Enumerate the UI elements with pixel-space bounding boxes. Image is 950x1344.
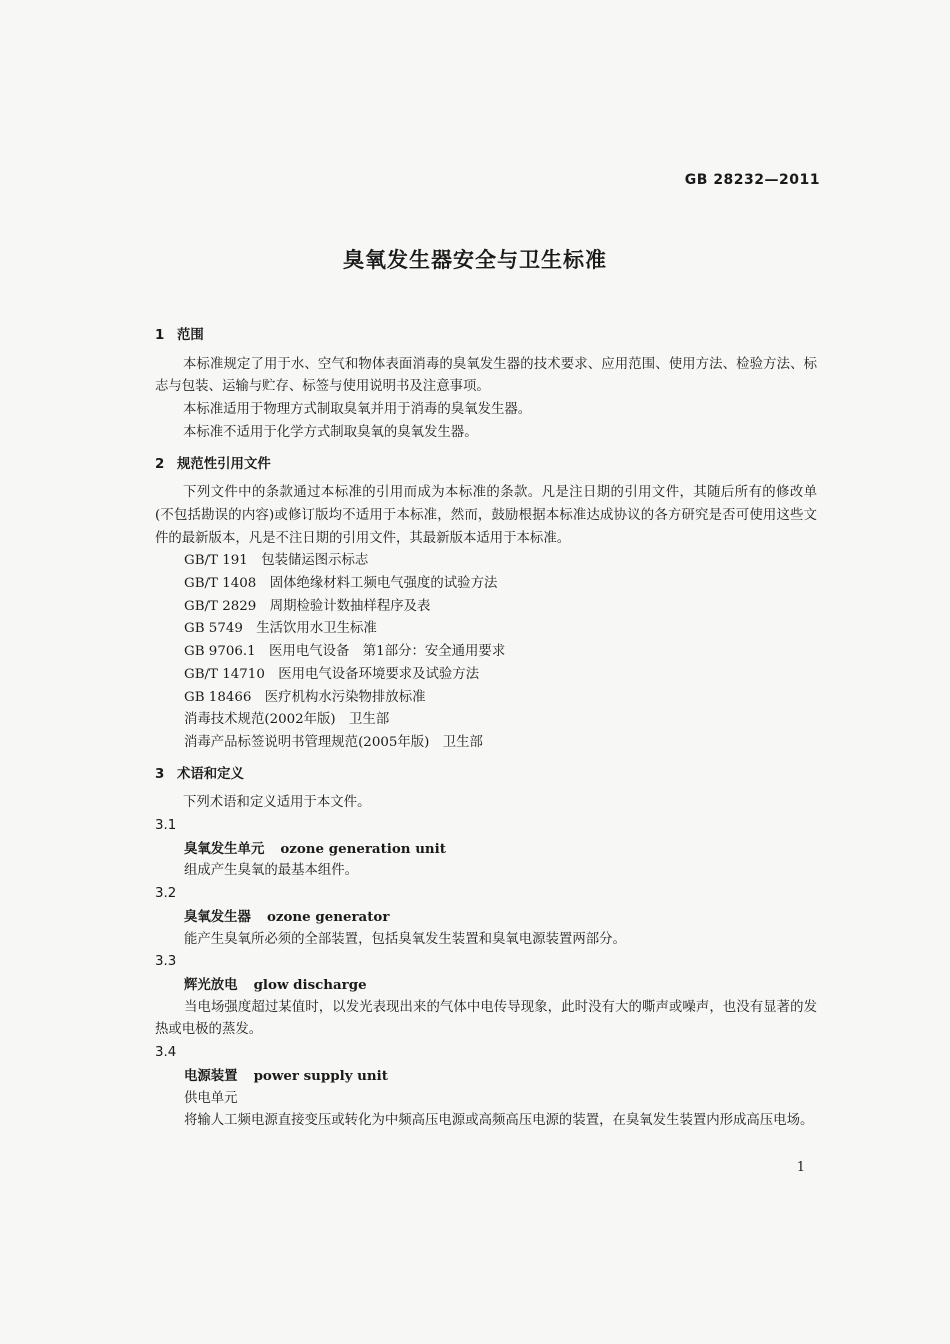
reference-title: 医疗机构水污染物排放标准 bbox=[264, 689, 426, 705]
term-name bbox=[155, 838, 817, 861]
term-entry bbox=[155, 951, 817, 1042]
reference-title: 医用电气设备 第1部分：安全通用要求 bbox=[269, 644, 506, 660]
clause-number: 3.2 bbox=[155, 886, 177, 902]
term-name bbox=[155, 974, 817, 997]
section-heading-scope bbox=[155, 325, 817, 348]
reference-code: 消毒产品标签说明书管理规范(2005年版) bbox=[184, 734, 430, 750]
section-number: 3 bbox=[155, 766, 165, 782]
reference-item bbox=[155, 550, 817, 573]
term-synonym: 供电单元 bbox=[184, 1090, 238, 1106]
reference-title: 医用电气设备环境要求及试验方法 bbox=[278, 666, 480, 682]
reference-title: 周期检验计数抽样程序及表 bbox=[269, 598, 431, 614]
term-name bbox=[155, 1065, 817, 1088]
section-number: 2 bbox=[155, 456, 165, 472]
reference-item bbox=[155, 618, 817, 641]
paragraph: 本标准规定了用于水、空气和物体表面消毒的臭氧发生器的技术要求、应用范围、使用方法、检验方法、标志与包装、运输与贮存、标签与使用说明书及注意事项。 bbox=[155, 356, 817, 395]
document-title: 臭氧发生器安全与卫生标准 bbox=[343, 248, 607, 272]
term-definition: 组成产生臭氧的最基本组件。 bbox=[184, 863, 359, 879]
reference-code: GB/T 14710 bbox=[184, 666, 265, 682]
term-entry bbox=[155, 1042, 817, 1133]
term-en: ozone generation unit bbox=[280, 840, 446, 857]
term-en: power supply unit bbox=[253, 1067, 388, 1084]
reference-title: 卫生部 bbox=[442, 734, 483, 750]
section-heading-terms-definitions bbox=[155, 764, 817, 787]
reference-item bbox=[155, 732, 817, 755]
reference-title: 生活饮用水卫生标准 bbox=[256, 621, 377, 637]
section-title: 术语和定义 bbox=[177, 766, 244, 782]
paragraph: 本标准适用于物理方式制取臭氧并用于消毒的臭氧发生器。 bbox=[183, 402, 532, 418]
section-heading-normative-references bbox=[155, 454, 817, 477]
reference-item bbox=[155, 573, 817, 596]
clause-number: 3.4 bbox=[155, 1045, 177, 1061]
paragraph: 本标准不适用于化学方式制取臭氧的臭氧发生器。 bbox=[183, 424, 478, 440]
reference-code: GB 9706.1 bbox=[184, 644, 256, 660]
paragraph: 下列术语和定义适用于本文件。 bbox=[183, 795, 371, 811]
paragraph: 下列文件中的条款通过本标准的引用而成为本标准的条款。凡是注日期的引用文件，其随后所有的修改单(不包括勘误的内容)或修订版均不适用于本标准，然而，鼓励根据本标准达成协议的各方研究是否可使用这些文件的最新版本，凡是不注日期的引用文件，其最新版本适用于本标准。 bbox=[155, 485, 817, 546]
reference-code: 消毒技术规范(2002年版) bbox=[184, 712, 336, 728]
term-zh: 辉光放电 bbox=[184, 976, 238, 993]
reference-item bbox=[155, 709, 817, 732]
term-definition: 将输人工频电源直接变压或转化为中频高压电源或高频高压电源的装置，在臭氧发生装置内形成高压电场。 bbox=[184, 1113, 814, 1129]
reference-code: GB/T 2829 bbox=[184, 598, 257, 614]
term-name bbox=[155, 906, 817, 929]
reference-item bbox=[155, 687, 817, 710]
reference-code: GB 18466 bbox=[184, 689, 252, 705]
term-zh: 臭氧发生单元 bbox=[184, 840, 265, 857]
document-body bbox=[155, 318, 817, 1133]
reference-title: 固体绝缘材料工频电气强度的试验方法 bbox=[269, 576, 498, 592]
section-title: 范围 bbox=[177, 328, 204, 343]
reference-item bbox=[155, 641, 817, 664]
clause-number: 3.1 bbox=[155, 818, 177, 834]
page-number: 1 bbox=[796, 1160, 805, 1175]
term-en: ozone generator bbox=[266, 908, 390, 925]
term-zh: 臭氧发生器 bbox=[184, 908, 251, 925]
reference-code: GB 5749 bbox=[184, 621, 243, 637]
term-definition: 能产生臭氧所必须的全部装置，包括臭氧发生装置和臭氧电源装置两部分。 bbox=[184, 931, 626, 947]
reference-title: 包装储运图示标志 bbox=[261, 553, 369, 569]
reference-title: 卫生部 bbox=[349, 712, 390, 728]
clause-number: 3.3 bbox=[155, 954, 177, 970]
reference-item bbox=[155, 664, 817, 687]
term-entry bbox=[155, 815, 817, 883]
term-en: glow discharge bbox=[253, 976, 367, 993]
reference-item bbox=[155, 596, 817, 619]
standard-number: GB 28232—2011 bbox=[684, 172, 820, 188]
term-zh: 电源装置 bbox=[184, 1067, 238, 1084]
term-entry bbox=[155, 883, 817, 951]
section-number: 1 bbox=[155, 328, 165, 343]
reference-code: GB/T 1408 bbox=[184, 576, 257, 592]
reference-list bbox=[155, 550, 817, 754]
section-title: 规范性引用文件 bbox=[177, 456, 271, 472]
reference-code: GB/T 191 bbox=[184, 553, 248, 569]
term-definition: 当电场强度超过某值时，以发光表现出来的气体中电传导现象，此时没有大的嘶声或噪声，也没有显著的发热或电极的蒸发。 bbox=[155, 999, 817, 1038]
